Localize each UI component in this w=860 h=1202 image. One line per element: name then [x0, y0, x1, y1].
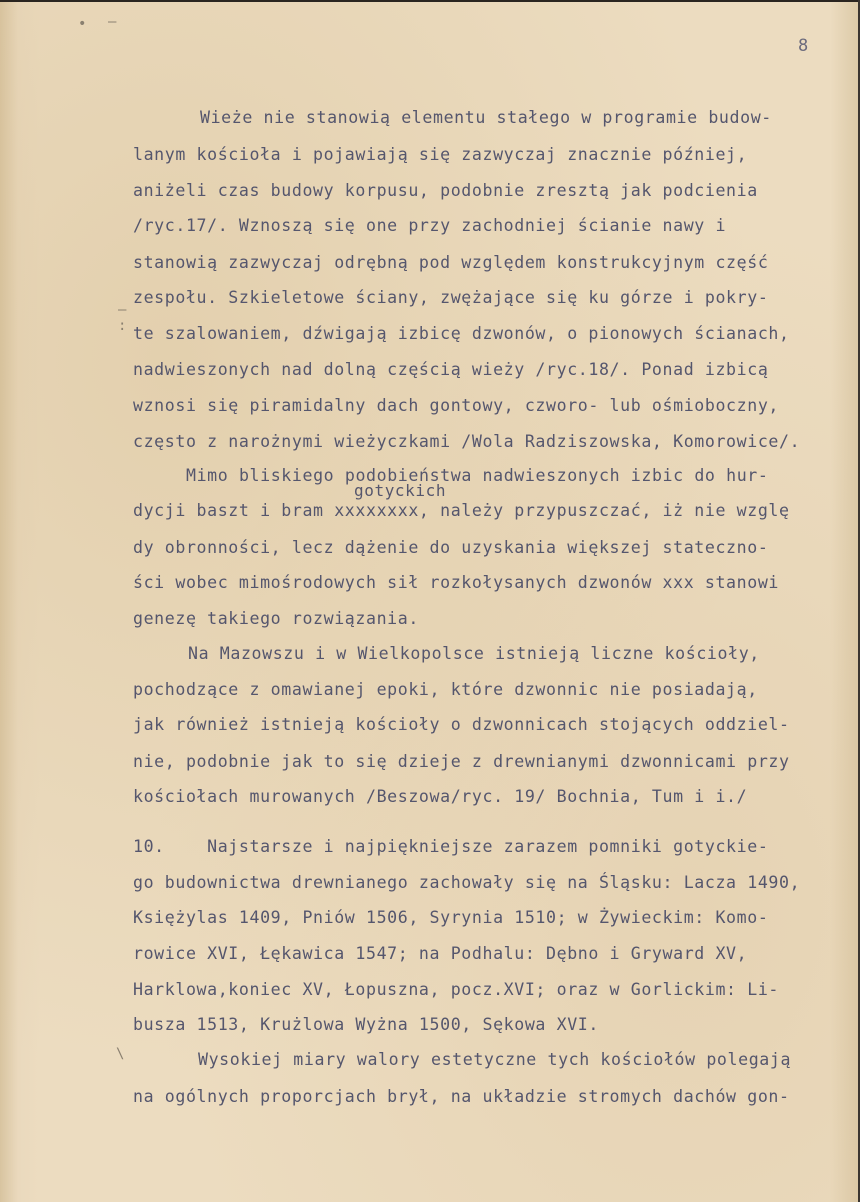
text-line: jak również istnieją kościoły o dzwonnicach stojących oddziel-: [133, 715, 790, 734]
text-line: kościołach murowanych /Beszowa/ryc. 19/ Bochnia, Tum i i./: [133, 787, 748, 806]
text-line: /ryc.17/. Wznoszą się one przy zachodniej ścianie nawy i: [133, 216, 727, 235]
text-line: na ogólnych proporcjach brył, na układzie stromych dachów gon-: [133, 1087, 790, 1106]
text-line: dy obronności, lecz dążenie do uzyskania większej stateczno-: [133, 538, 769, 557]
text-line: Wieże nie stanowią elementu stałego w programie budow-: [200, 108, 772, 127]
text-line: Harklowa,koniec XV, Łopuszna, pocz.XVI; oraz w Gorlickim: Li-: [133, 980, 780, 999]
text-line: aniżeli czas budowy korpusu, podobnie zresztą jak podcienia: [133, 181, 758, 200]
text-line: stanowią zazwyczaj odrębną pod względem konstrukcyjnym część: [133, 253, 769, 272]
text-line: busza 1513, Krużlowa Wyżna 1500, Sękowa XVI.: [133, 1015, 599, 1034]
text-line: pochodzące z omawianej epoki, które dzwonnic nie posiadają,: [133, 680, 758, 699]
text-line: Na Mazowszu i w Wielkopolsce istnieją liczne kościoły,: [188, 644, 760, 663]
text-line: go budownictwa drewnianego zachowały się na Śląsku: Lacza 1490,: [133, 873, 801, 892]
page-number: 8: [798, 36, 810, 56]
margin-mark: –: [108, 14, 117, 30]
text-line: rowice XVI, Łękawica 1547; na Podhalu: Dębno i Gryward XV,: [133, 944, 748, 963]
text-line: te szalowaniem, dźwigają izbicę dzwonów, o pionowych ścianach,: [133, 324, 790, 343]
text-line: Księżylas 1409, Pniów 1506, Syrynia 1510; w Żywieckim: Komo-: [133, 908, 769, 927]
text-line: dycji baszt i bram xxxxxxxx, należy przypuszczać, iż nie wzglę: [133, 501, 790, 520]
interlinear-insertion: gotyckich: [354, 481, 447, 500]
margin-mark: \: [116, 1046, 125, 1062]
text-line: 10. Najstarsze i najpiękniejsze zarazem pomniki gotyckie-: [133, 837, 769, 856]
text-line: wznosi się piramidalny dach gontowy, czworo- lub ośmioboczny,: [133, 396, 780, 415]
text-line: Wysokiej miary walory estetyczne tych kościołów polegają: [198, 1050, 792, 1069]
margin-mark: :: [118, 318, 127, 334]
margin-mark: •: [78, 16, 87, 32]
text-line: ści wobec mimośrodowych sił rozkołysanych dzwonów xxx stanowi: [133, 573, 780, 592]
margin-mark: –: [118, 302, 127, 318]
text-line: genezę takiego rozwiązania.: [133, 609, 419, 628]
text-line: nie, podobnie jak to się dzieje z drewnianymi dzwonnicami przy: [133, 752, 790, 771]
text-line: lanym kościoła i pojawiają się zazwyczaj znacznie później,: [133, 145, 748, 164]
text-line: nadwieszonych nad dolną częścią wieży /ryc.18/. Ponad izbicą: [133, 360, 769, 379]
text-line: często z narożnymi wieżyczkami /Wola Radziszowska, Komorowice/.: [133, 432, 801, 451]
text-line: zespołu. Szkieletowe ściany, zwężające się ku górze i pokry-: [133, 288, 769, 307]
text-line: Mimo bliskiego podobieństwa nadwieszonych izbic do hur-: [186, 466, 769, 485]
